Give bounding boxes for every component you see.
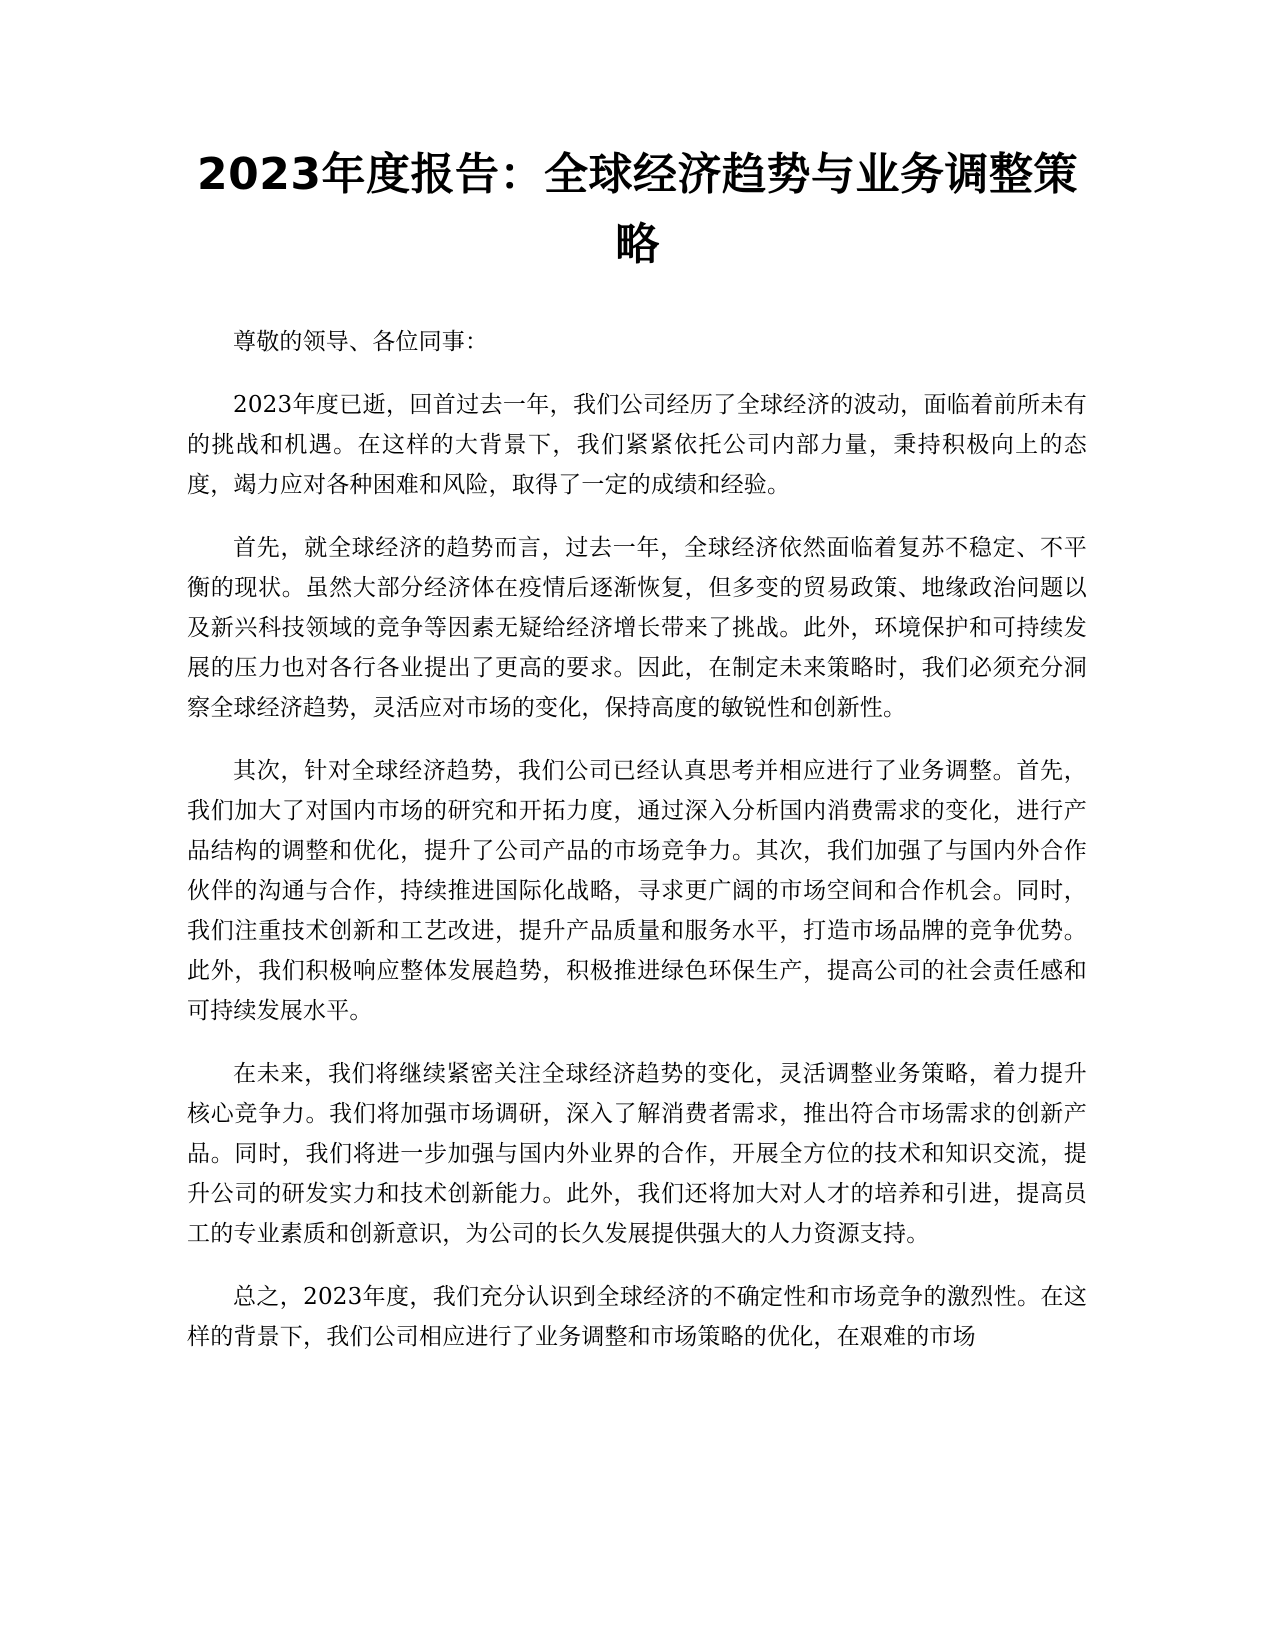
intro-paragraph: 2023年度已逝，回首过去一年，我们公司经历了全球经济的波动，面临着前所未有的挑战和机遇。在这样的大背景下，我们紧紧依托公司内部力量，秉持积极向上的态度，竭力应对各种困难和风险，取得了一定的成绩和经验。 <box>187 392 1087 498</box>
document-title: 2023年度报告：全球经济趋势与业务调整策略 <box>197 149 1078 270</box>
document-body <box>187 322 1087 1380</box>
business-adjustment-paragraph: 其次，针对全球经济趋势，我们公司已经认真思考并相应进行了业务调整。首先，我们加大了对国内市场的研究和开拓力度，通过深入分析国内消费需求的变化，进行产品结构的调整和优化，提升了公司产品的市场竞争力。其次，我们加强了与国内外合作伙伴的沟通与合作，持续推进国际化战略，寻求更广阔的市场空间和合作机会。同时，我们注重技术创新和工艺改进，提升产品质量和服务水平，打造市场品牌的竞争优势。此外，我们积极响应整体发展趋势，积极推进绿色环保生产，提高公司的社会责任感和可持续发展水平。 <box>187 758 1087 1024</box>
global-economy-paragraph: 首先，就全球经济的趋势而言，过去一年，全球经济依然面临着复苏不稳定、不平衡的现状。虽然大部分经济体在疫情后逐渐恢复，但多变的贸易政策、地缘政治问题以及新兴科技领域的竞争等因素无疑给经济增长带来了挑战。此外，环境保护和可持续发展的压力也对各行各业提出了更高的要求。因此，在制定未来策略时，我们必须充分洞察全球经济趋势，灵活应对市场的变化，保持高度的敏锐性和创新性。 <box>187 535 1087 721</box>
salutation-paragraph: 尊敬的领导、各位同事： <box>233 329 489 355</box>
future-plan-paragraph: 在未来，我们将继续紧密关注全球经济趋势的变化，灵活调整业务策略，着力提升核心竞争力。我们将加强市场调研，深入了解消费者需求，推出符合市场需求的创新产品。同时，我们将进一步加强与国内外业界的合作，开展全方位的技术和知识交流，提升公司的研发实力和技术创新能力。此外，我们还将加大对人才的培养和引进，提高员工的专业素质和创新意识，为公司的长久发展提供强大的人力资源支持。 <box>187 1061 1087 1247</box>
summary-paragraph: 总之，2023年度，我们充分认识到全球经济的不确定性和市场竞争的激烈性。在这样的背景下，我们公司相应进行了业务调整和市场策略的优化，在艰难的市场 <box>187 1284 1087 1350</box>
